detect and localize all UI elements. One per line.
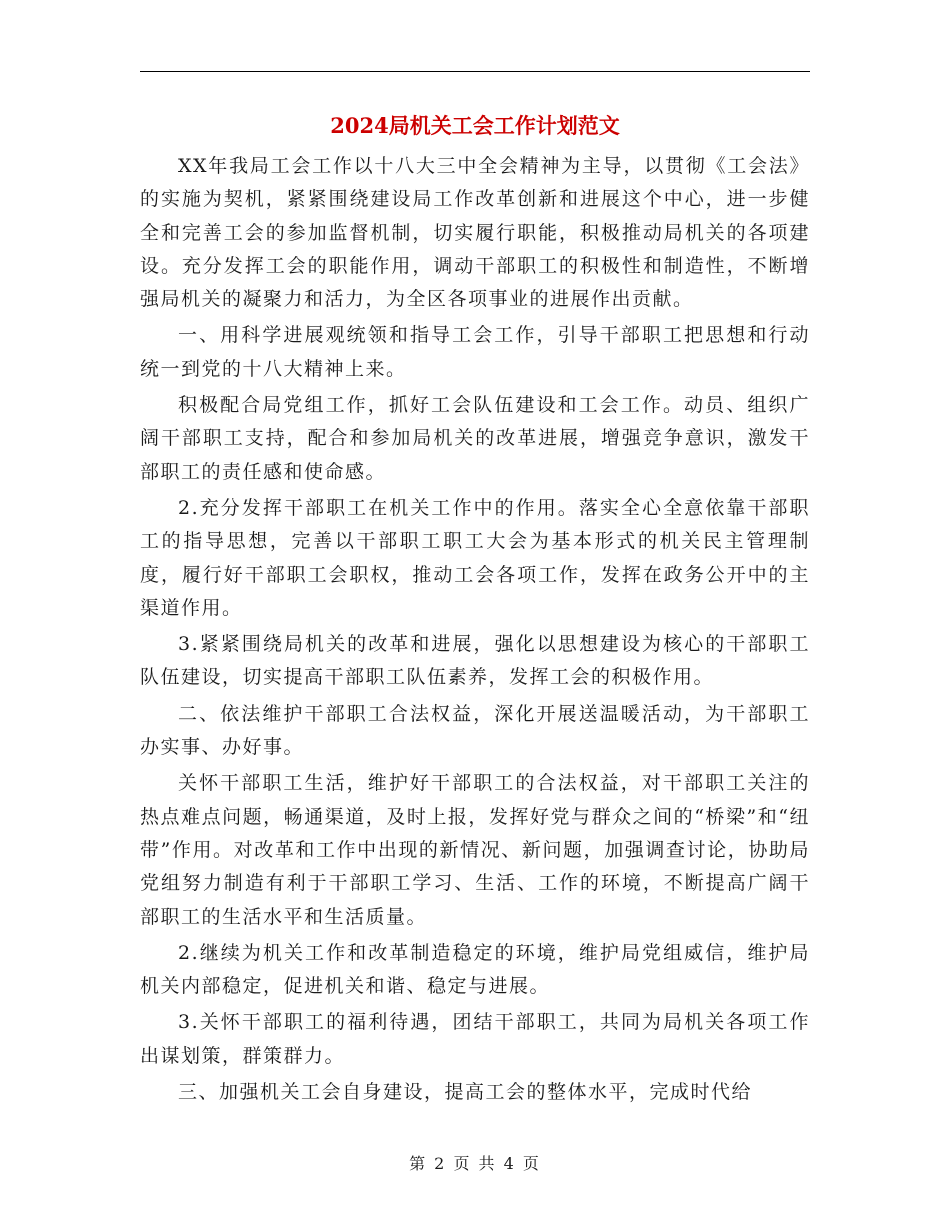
paragraph-section-2-item-2: 2.继续为机关工作和改革制造稳定的环境，维护局党组威信，维护局机关内部稳定，促进机关和谐、稳定与进展。 <box>140 941 810 998</box>
document-title: 2024局机关工会工作计划范文 <box>330 113 620 138</box>
header-rule <box>140 71 810 72</box>
paragraph-section-1-item-3: 3.紧紧围绕局机关的改革和进展，强化以思想建设为核心的干部职工队伍建设，切实提高干部职工队伍素养，发挥工会的积极作用。 <box>140 633 810 689</box>
paragraph-section-2-heading: 二、依法维护干部职工合法权益，深化开展送温暖活动，为干部职工办实事、办好事。 <box>140 702 810 759</box>
page-number-footer: 第 2 页 共 4 页 <box>409 1154 541 1173</box>
paragraph-intro: XX年我局工会工作以十八大三中全会精神为主导，以贯彻《工会法》的实施为契机，紧紧围绕建设局工作改革创新和进展这个中心，进一步健全和完善工会的参加监督机制，切实履行职能，积极推动局机关的各项建设。充分发挥工会的职能作用，调动干部职工的积极性和制造性，不断增强局机关的凝聚力和活力，为全区各项事业的进展作出贡献。 <box>140 155 810 311</box>
paragraph-section-1-item-1: 积极配合局党组工作，抓好工会队伍建设和工会工作。动员、组织广阔干部职工支持，配合和参加局机关的改革进展，增强竞争意识，激发干部职工的责任感和使命感。 <box>140 394 810 483</box>
paragraph-section-1-heading: 一、用科学进展观统领和指导工会工作，引导干部职工把思想和行动统一到党的十八大精神上来。 <box>140 324 810 380</box>
paragraph-section-1-item-2: 2.充分发挥干部职工在机关工作中的作用。落实全心全意依靠干部职工的指导思想，完善以干部职工职工大会为基本形式的机关民主管理制度，履行好干部职工会职权，推动工会各项工作，发挥在政务公开中的主渠道作用。 <box>140 496 810 619</box>
document-body <box>140 150 810 1112</box>
paragraph-section-2-item-3: 3.关怀干部职工的福利待遇，团结干部职工，共同为局机关各项工作出谋划策，群策群力。 <box>140 1011 810 1067</box>
paragraph-section-3-heading: 三、加强机关工会自身建设，提高工会的整体水平，完成时代给 <box>178 1081 753 1104</box>
paragraph-section-2-item-1: 关怀干部职工生活，维护好干部职工的合法权益，对干部职工关注的热点难点问题，畅通渠道，及时上报，发挥好党与群众之间的“桥梁”和“纽带”作用。对改革和工作中出现的新情况、新问题，加强调查讨论，协助局党组努力制造有利于干部职工学习、生活、工作的环境，不断提高广阔干部职工的生活水平和生活质量。 <box>140 772 810 928</box>
